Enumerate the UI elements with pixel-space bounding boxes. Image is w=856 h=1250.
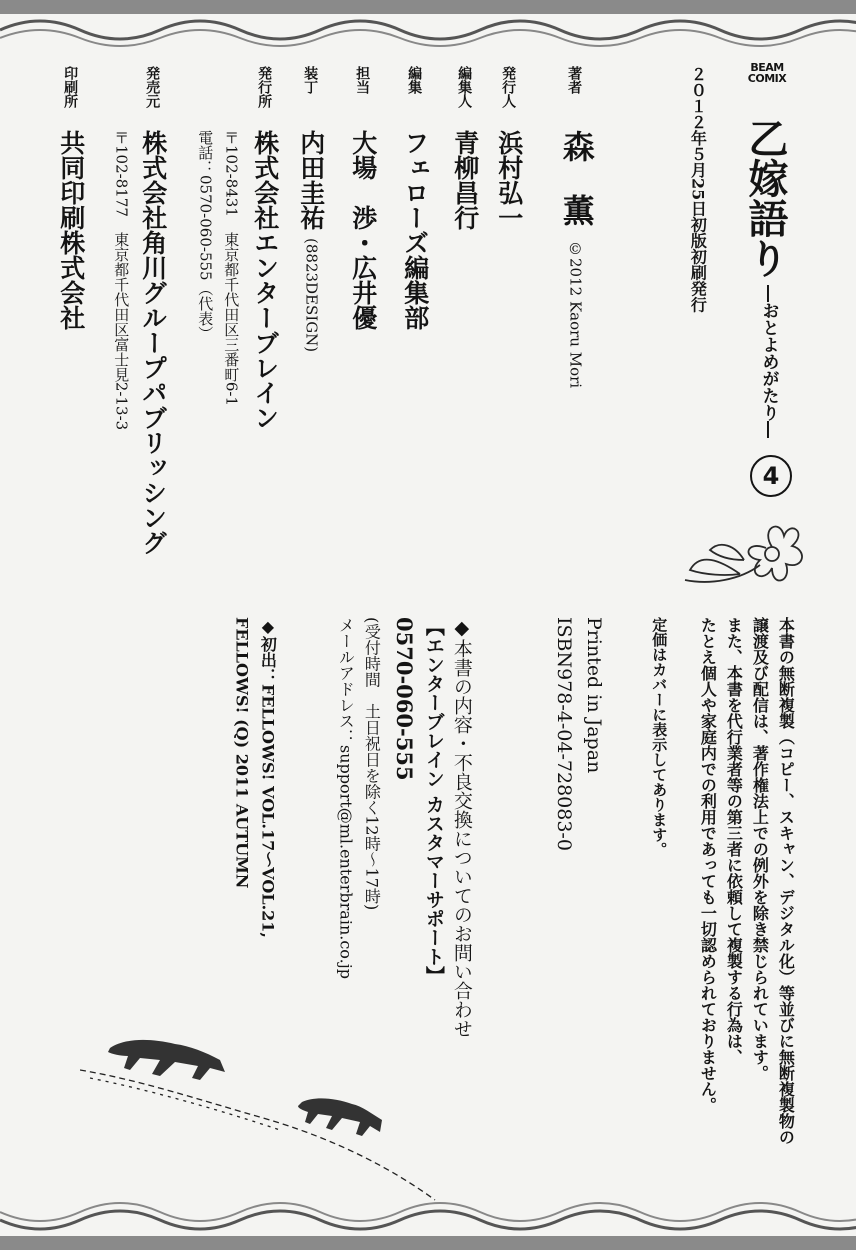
chief-editor: 青柳昌行 [450,130,480,230]
wolves-illustration [80,1020,440,1210]
logo-line-1: BEAM [750,61,784,74]
notice-line-3: また、本書を代行業者等の第三者に依頼して複製する行為は、 [724,617,744,1065]
printer: 共同印刷株式会社 [56,130,86,330]
top-ornament-border [0,0,856,60]
design-label: 装丁 [302,66,319,94]
notice-line-1: 本書の無断複製（コピー、スキャン、デジタル化）等並びに無断複製物の [776,617,796,1145]
publisher-phone: 電話：0570-060-555（代表） [196,130,215,341]
price-note: 定価はカバーに表示してあります。 [650,617,669,857]
support-hours: (受付時間 土日祝日を除く12時～17時) [362,617,382,911]
volume-number-badge: 4 [750,455,792,497]
in-charge-label: 担当 [354,66,371,94]
design-note: (8823DESIGN) [302,238,321,353]
book-title: 乙嫁語り [742,118,789,278]
distributor: 株式会社角川グループパブリッシング [138,130,168,555]
publisher-address: 〒102-8431 東京都千代田区三番町6-1 [222,130,241,407]
support-name: 【エンターブレイン カスタマーサポート】 [422,617,445,985]
publish-date: ２０１２年５月25日初版初刷発行 [688,66,708,313]
notice-line-4: たとえ個人や家庭内での利用であっても一切認められておりません。 [698,617,718,1113]
distributor-label: 発売元 [144,66,161,108]
first-publication-2: FELLOWS! (Q) 2011 AUTUMN [232,617,252,889]
chief-editor-label: 編集人 [456,66,473,108]
book-subtitle: ―おとよめがたり― [758,285,779,438]
in-charge: 大場 渉・広井優 [348,130,378,330]
author-label: 著者 [566,66,583,94]
support-phone: 0570-060-555 [392,617,418,781]
publisher-person-label: 発行人 [500,66,517,108]
designer: 内田圭祐 [296,130,326,230]
beam-comix-logo [742,62,792,84]
author-name: 森 薫 [557,130,596,226]
logo-line-2: COMIX [747,72,787,85]
publisher-label: 発行所 [256,66,273,108]
support-email: メールアドレス：support@ml.enterbrain.co.jp [336,617,356,979]
editing-dept: フェローズ編集部 [400,130,430,330]
first-publication-1: ◆初出：FELLOWS! VOL.17～VOL.21, [258,617,278,938]
printer-label: 印刷所 [62,66,79,108]
flower-illustration [680,510,815,605]
isbn: ISBN978-4-04-728083-0 [552,617,575,851]
inquiry-heading: ◆本書の内容・不良交換についてのお問い合わせ [450,617,473,1038]
notice-line-2: 譲渡及び配信は、著作権法上での例外を除き禁じられています。 [750,617,770,1081]
publisher-person: 浜村弘一 [494,130,524,230]
copyright: ©2012 Kaoru Mori [566,240,585,389]
publisher: 株式会社エンターブレイン [250,130,280,430]
distributor-address: 〒102-8177 東京都千代田区富士見2-13-3 [112,130,131,431]
printed-in-japan: Printed in Japan [582,617,605,774]
editing-label: 編集 [406,66,423,94]
